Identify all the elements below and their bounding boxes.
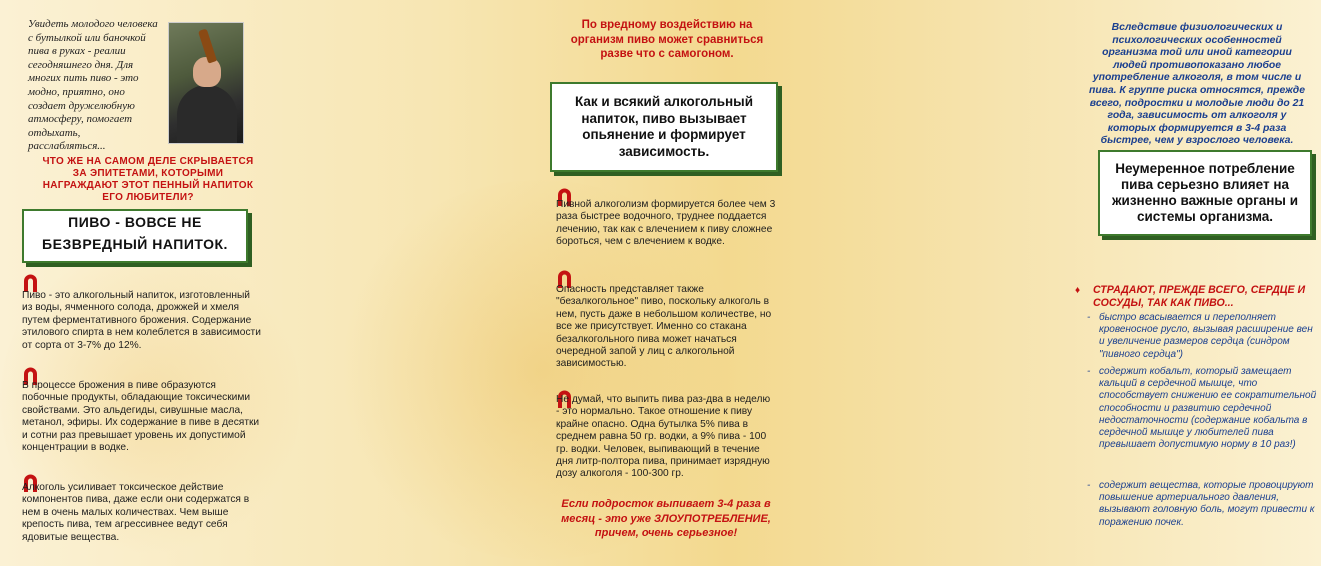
- list-item-text: содержит кобальт, который замещает кальций в сердечной мышце, что способствует снижению ее сократительной способности и развитию сердечной недостаточности (содержание кобальта в сердечной мышце у любителей пива превышает допустимую норму в 10 раз!): [1099, 366, 1317, 451]
- organs-box-text: Неумеренное потребление пива серьезно влияет на жизненно важные органы и системы организма.: [1111, 161, 1299, 224]
- risk-group-text: Вследствие физиологических и психологических особенностей организма той или иной категории людей противопоказано любое употребление алкоголя, в том числе и пива. К группе риска относятся, прежде всего, подростки и молодые люди до 21 года, зависимость от алкоголя у которых формируется в 3-4 раза быстрее, чем у взрослого человека.: [1088, 22, 1306, 147]
- teen-abuse-warning: Если подросток выпивает 3-4 раза в месяц - это уже ЗЛОУПОТРЕБЛЕНИЕ, причем, очень серьезное!: [561, 498, 771, 539]
- dash-bullet: -: [1087, 480, 1091, 491]
- list-item-text: содержит вещества, которые провоцируют повышение артериального давления, вызывают головную боль, могут привести к поражению почек.: [1099, 480, 1315, 528]
- question-heading: ЧТО ЖЕ НА САМОМ ДЕЛЕ СКРЫВАЕТСЯ ЗА ЭПИТЕТАМИ, КОТОРЫМИ НАГРАЖДАЮТ ЭТОТ ПЕННЫЙ НАПИТОК ЕГО ЛЮБИТЕЛИ?: [42, 156, 254, 203]
- organs-box: [1098, 150, 1312, 236]
- list-item: [1087, 312, 1321, 361]
- box-line-1: ПИВО - ВОВСЕ НЕ: [68, 214, 202, 230]
- list-item-text: быстро всасывается и переполняет кровеносное русло, вызывая расширение вен и увеличение размеров сердца (синдром "пивного сердца"): [1099, 312, 1313, 360]
- middle-panel: [268, 0, 776, 566]
- dash-bullet: -: [1087, 312, 1091, 323]
- paragraph-nonalcoholic-beer: Опасность представляет также "безалкогольное" пиво, поскольку алкоголь в нем, пусть даже в небольшом количестве, но все же присутствует. Именно со стакана безалкогольного пива может начаться очередной запой у лиц с алкогольной зависимостью.: [556, 284, 772, 370]
- paragraph-toxic-effect: Алкоголь усиливает токсическое действие компонентов пива, даже если они содержатся в нем в очень малых количествах. Чем выше крепость пива, тем агрессивнее ведут себя ядовитые вещества.: [22, 482, 250, 543]
- paragraph-weekly-drinking: Не думай, что выпить пива раз-два в неделю - это нормально. Такое отношение к пиву крайне опасно. Одна бутылка 5% пива в среднем равна 50 гр. водки, а 9% пива - 100 гр. водки. Человек, выпивающий в течение дня литр-полтора пива, принимает изрядную дозу алкоголя - 100-300 гр.: [556, 394, 771, 480]
- not-harmless-box: [22, 209, 248, 263]
- list-item: [1087, 366, 1321, 451]
- left-panel: [0, 0, 265, 566]
- intro-text: Увидеть молодого человека с бутылкой или баночкой пива в руках - реалии сегодняшнего дня. Для многих пить пиво - это модно, приятно, оно создает дружелюбную атмосферу, помогает отдыхать, расслабляться...: [28, 18, 158, 153]
- paragraph-beer-definition: Пиво - это алкогольный напиток, изготовленный из воды, ячменного солода, дрожжей и хмеля путем ферментативного брожения. Содержание этилового спирта в нем колеблется в зависимости от сорта от 3-7% до 12%.: [22, 290, 261, 351]
- young-man-drinking-beer-photo: [168, 22, 244, 144]
- dependence-box-text: Как и всякий алкогольный напиток, пиво вызывает опьянение и формирует зависимость.: [574, 94, 754, 159]
- list-item: [1087, 480, 1321, 529]
- paragraph-fermentation: В процессе брожения в пиве образуются побочные продукты, обладающие токсическими свойствами. Это альдегиды, сивушные масла, метанол, эфиры. Их содержание в пиве в десятки и сотни раз превышает уровень их допустимой концентрации в водке.: [22, 380, 260, 454]
- right-panel: [533, 0, 1317, 566]
- red-arch-bullet-icon: [22, 272, 39, 292]
- comparison-headline: По вредному воздействию на организм пиво может сравниться разве что с самогоном.: [570, 19, 764, 60]
- diamond-bullet-icon: ♦: [1075, 285, 1081, 296]
- paragraph-beer-alcoholism: Пивной алкоголизм формируется более чем 3 раза быстрее водочного, труднее поддается лечению, так как с влечением к пиву сложнее бороться, чем с влечением к водке.: [556, 199, 776, 248]
- box-line-2: БЕЗВРЕДНЫЙ НАПИТОК.: [42, 236, 228, 252]
- heart-vessels-heading: СТРАДАЮТ, ПРЕЖДЕ ВСЕГО, СЕРДЦЕ И СОСУДЫ, ТАК КАК ПИВО...: [1093, 284, 1306, 309]
- dash-bullet: -: [1087, 366, 1091, 377]
